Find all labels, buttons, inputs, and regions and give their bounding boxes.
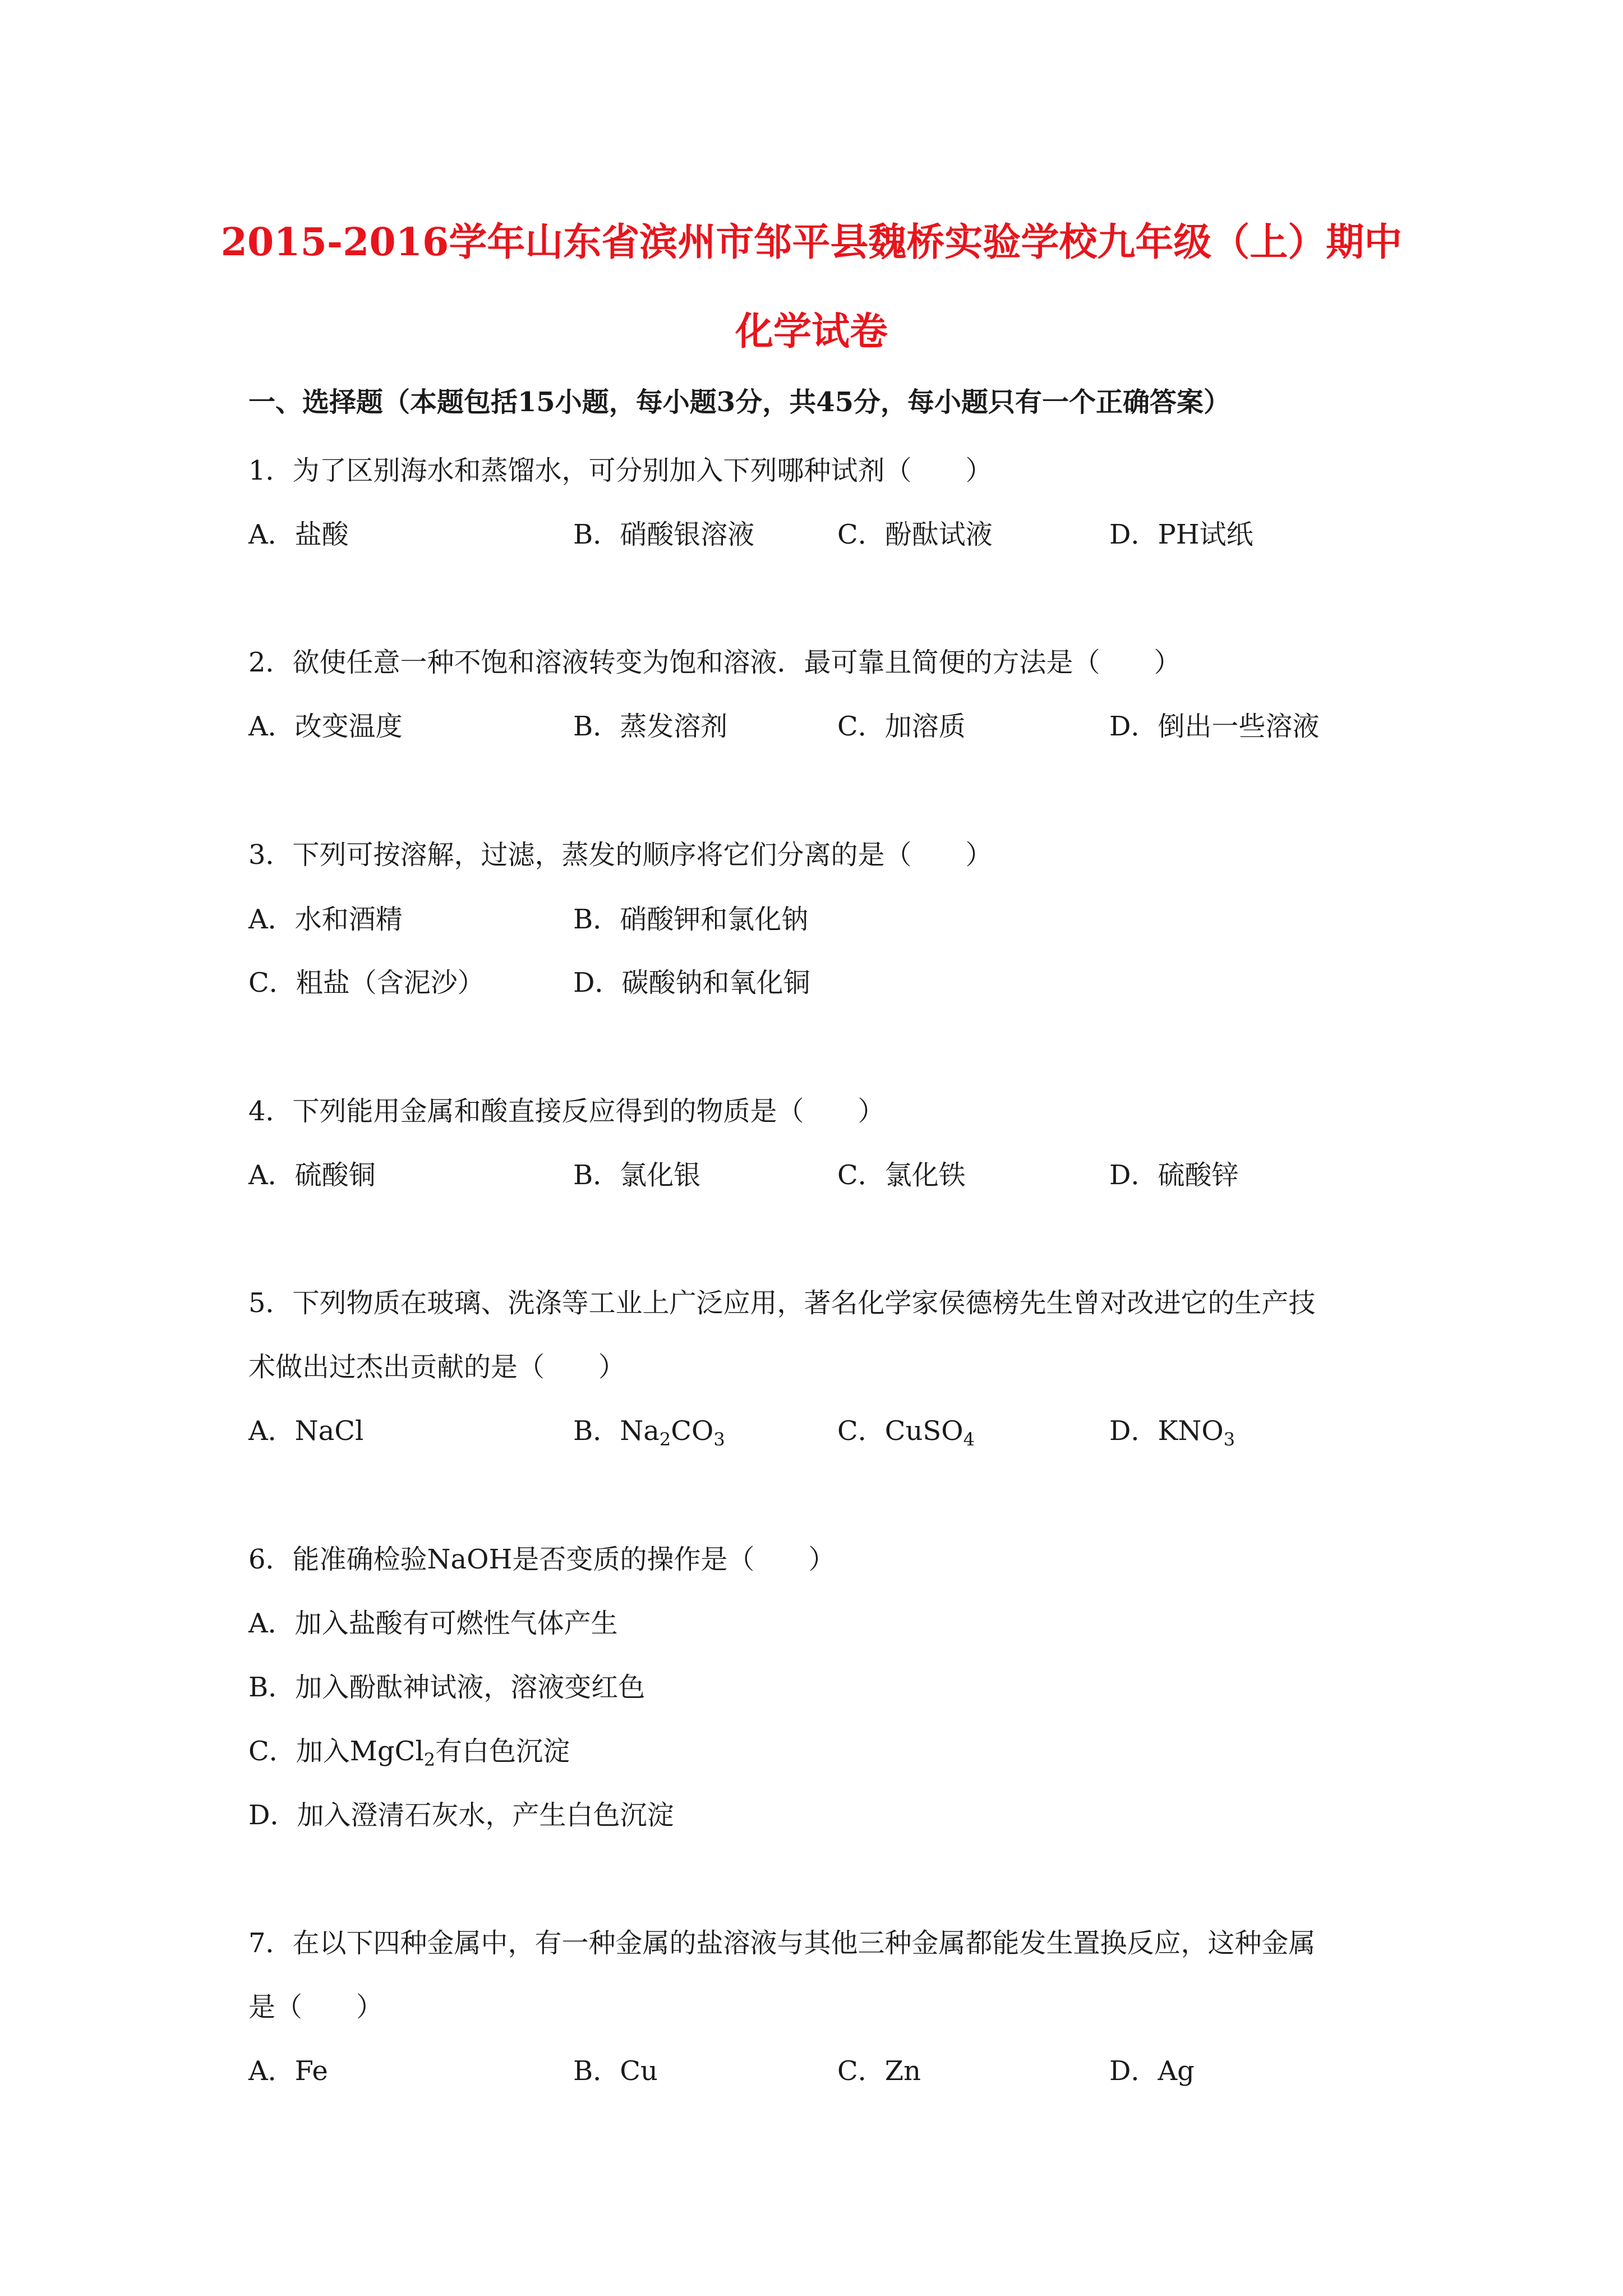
question-3-option-d: D．碳酸钠和氧化铜 — [573, 967, 810, 999]
question-2-option-d: D．倒出一些溶液 — [1109, 711, 1320, 742]
question-5-stem-line1: 5．下列物质在玻璃、洗涤等工业上广泛应用，著名化学家侯德榜先生曾对改进它的生产技 — [248, 1287, 1316, 1319]
question-5-stem-line2: 术做出过杰出贡献的是（ ） — [248, 1351, 626, 1383]
question-7-option-b: B．Cu — [573, 2055, 658, 2087]
question-1-option-a: A．盐酸 — [248, 519, 349, 550]
question-3-option-a: A．水和酒精 — [248, 904, 403, 935]
question-2-stem: 2．欲使任意一种不饱和溶液转变为饱和溶液．最可靠且简便的方法是（ ） — [248, 647, 1181, 678]
question-7-option-a: A．Fe — [248, 2055, 328, 2087]
question-2-option-a: A．改变温度 — [248, 711, 403, 742]
exam-title-line1: 2015-2016学年山东省滨州市邹平县魏桥实验学校九年级（上）期中 — [220, 220, 1403, 265]
question-4-option-a: A．硫酸铜 — [248, 1159, 376, 1191]
question-2-option-c: C．加溶质 — [837, 711, 966, 742]
question-7-option-c: C．Zn — [837, 2055, 921, 2087]
question-6-option-d: D．加入澄清石灰水，产生白色沉淀 — [248, 1800, 674, 1831]
question-1-option-c: C．酚酞试液 — [837, 519, 993, 550]
question-6-stem: 6．能准确检验NaOH是否变质的操作是（ ） — [248, 1544, 836, 1575]
question-4-option-c: C．氯化铁 — [837, 1159, 966, 1191]
question-6-option-b: B．加入酚酞神试液，溶液变红色 — [248, 1672, 645, 1703]
question-3-option-b: B．硝酸钾和氯化钠 — [573, 904, 809, 935]
question-3-stem: 3．下列可按溶解，过滤，蒸发的顺序将它们分离的是（ ） — [248, 839, 993, 871]
question-1-stem: 1．为了区别海水和蒸馏水，可分别加入下列哪种试剂（ ） — [248, 455, 993, 486]
exam-title-line2: 化学试卷 — [735, 309, 888, 354]
question-1-option-b: B．硝酸银溶液 — [573, 519, 755, 550]
question-5-option-a: A．NaCl — [248, 1415, 364, 1447]
section-heading: 一、选择题（本题包括15小题，每小题3分，共45分，每小题只有一个正确答案） — [248, 386, 1230, 418]
question-1-option-d: D．PH试纸 — [1109, 519, 1253, 550]
question-7-option-d: D．Ag — [1109, 2055, 1195, 2087]
question-4-stem: 4．下列能用金属和酸直接反应得到的物质是（ ） — [248, 1096, 885, 1127]
question-7-stem-line2: 是（ ） — [248, 1991, 384, 2023]
question-6-option-a: A．加入盐酸有可燃性气体产生 — [248, 1608, 618, 1639]
question-5-option-c: C．CuSO$_4$ — [837, 1415, 975, 1450]
question-4-option-b: B．氯化银 — [573, 1159, 701, 1191]
question-6-option-c: C．加入MgCl$_2$有白色沉淀 — [248, 1736, 570, 1770]
question-2-option-b: B．蒸发溶剂 — [573, 711, 728, 742]
question-3-option-c: C．粗盐（含泥沙） — [248, 967, 485, 999]
question-7-stem-line1: 7．在以下四种金属中，有一种金属的盐溶液与其他三种金属都能发生置换反应，这种金属 — [248, 1927, 1316, 1959]
question-5-option-b: B．$Na_2CO_3$ — [573, 1415, 725, 1450]
question-4-option-d: D．硫酸锌 — [1109, 1159, 1239, 1191]
question-5-option-d: D．$KNO_3$ — [1109, 1415, 1235, 1450]
